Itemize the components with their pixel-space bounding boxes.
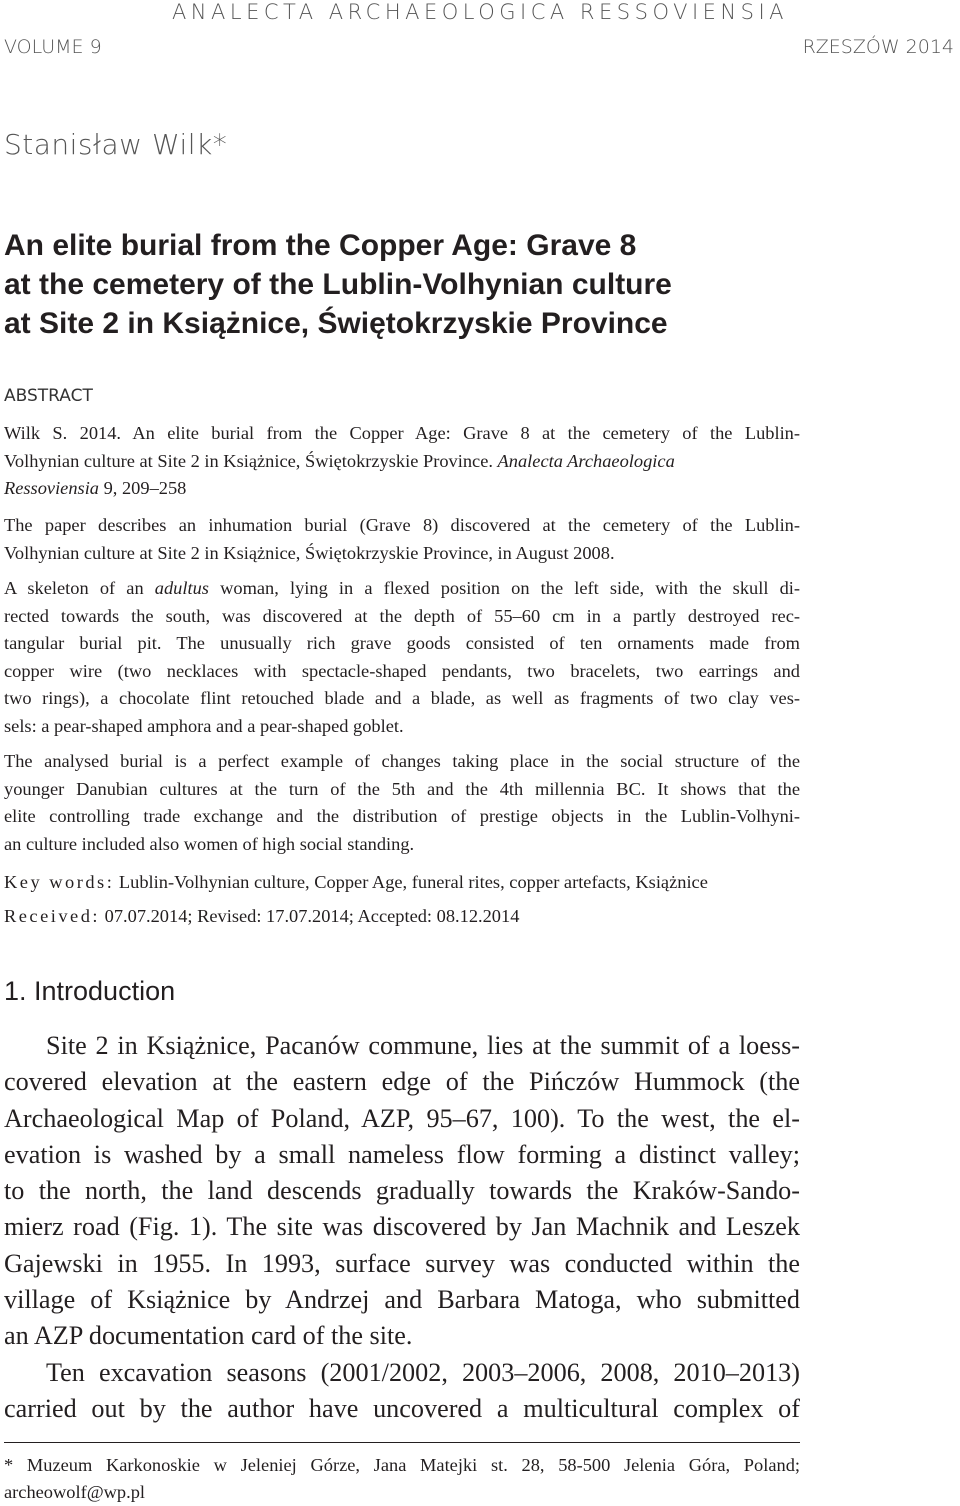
abstract-line: The paper describes an inhumation burial (Grave 8) discovered at the cemetery of the Lublin- — [4, 515, 800, 535]
received-dates — [4, 903, 800, 931]
title-line: at the cemetery of the Lublin-Volhynian culture — [4, 268, 672, 301]
abstract-line: sels: a pear-shaped amphora and a pear-shaped goblet. — [4, 715, 404, 736]
journal-name: Ressoviensia — [4, 478, 99, 498]
footnote-email: archeowolf@wp.pl — [4, 1482, 146, 1502]
citation-pages: 9, 209–258 — [99, 478, 187, 498]
abstract-line: two rings), a chocolate flint retouched blade and a blade, as well as fragments of two clay ves- — [4, 688, 800, 708]
intro-line: mierz road (Fig. 1). The site was discovered by Jan Machnik and Leszek — [4, 1212, 800, 1242]
abstract-line: Volhynian culture at Site 2 in Książnice, Świętokrzyskie Province, in August 2008. — [4, 542, 615, 563]
footnote — [4, 1452, 800, 1506]
intro-line: to the north, the land descends gradually towards the Kraków-Sando- — [4, 1176, 800, 1206]
citation-line — [4, 448, 800, 476]
citation-text: Volhynian culture at Site 2 in Książnice, Świętokrzyskie Province. — [4, 450, 498, 471]
intro-para-1 — [4, 1028, 800, 1355]
abstract-line: an culture included also women of high social standing. — [4, 833, 415, 854]
intro-line: covered elevation at the eastern edge of the Pińczów Hummock (the — [4, 1067, 800, 1097]
abstract-para-1 — [4, 512, 800, 567]
abstract-line: The analysed burial is a perfect example of changes taking place in the social structure of the — [4, 751, 800, 771]
footnote-rule — [4, 1442, 800, 1443]
intro-line: Gajewski in 1955. In 1993, surface survey was conducted within the — [4, 1248, 800, 1278]
received-line — [4, 903, 800, 931]
intro-line: Ten excavation seasons (2001/2002, 2003–2006, 2008, 2010–2013) — [46, 1358, 800, 1387]
keywords — [4, 869, 800, 897]
intro-line: an AZP documentation card of the site. — [4, 1321, 413, 1351]
received-text: 07.07.2014; Revised: 17.07.2014; Accepted: 08.12.2014 — [100, 906, 520, 926]
citation-line — [4, 475, 800, 503]
citation-line: Wilk S. 2014. An elite burial from the Copper Age: Grave 8 at the cemetery of the Lublin- — [4, 423, 800, 443]
abstract-line: younger Danubian cultures at the turn of the 5th and the 4th millennia BC. It shows that the — [4, 778, 800, 799]
abstract-line: rected towards the south, was discovered at the depth of 55–60 cm in a partly destroyed rec- — [4, 605, 800, 626]
intro-line: Site 2 in Książnice, Pacanów commune, lies at the summit of a loess- — [46, 1031, 800, 1060]
intro-line: village of Książnice by Andrzej and Barbara Matoga, who submitted — [4, 1285, 800, 1315]
keywords-text: Lublin-Volhynian culture, Copper Age, funeral rites, copper artefacts, Książnice — [114, 872, 708, 892]
abstract-line: copper wire (two necklaces with spectacle-shaped pendants, two bracelets, two earrings and — [4, 660, 800, 681]
journal-name: Analecta Archaeologica — [497, 450, 675, 471]
abstract-text: woman, lying in a flexed position on the left side, with the skull di- — [208, 578, 801, 598]
volume-row — [4, 36, 954, 58]
journal-title: ANALECTA ARCHAEOLOGICA RESSOVIENSIA — [171, 0, 789, 24]
keywords-label: Key words: — [4, 872, 115, 892]
abstract-para-2 — [4, 575, 800, 740]
place-year: RZESZÓW 2014 — [802, 36, 954, 58]
abstract-line: tangular burial pit. The unusually rich grave goods consisted of ten ornaments made from — [4, 633, 800, 653]
intro-line: Archaeological Map of Poland, AZP, 95–67, 100). To the west, the el- — [4, 1103, 800, 1133]
citation — [4, 420, 800, 503]
keywords-line — [4, 869, 800, 897]
paper-title — [4, 226, 944, 343]
author-name: Stanisław Wilk* — [4, 128, 228, 161]
volume-label: VOLUME 9 — [4, 36, 102, 58]
section-heading: 1. Introduction — [4, 976, 176, 1006]
abstract-para-3 — [4, 748, 800, 858]
abstract-label: ABSTRACT — [4, 386, 93, 406]
intro-line: evation is washed by a small nameless flow forming a distinct valley; — [4, 1139, 800, 1169]
intro-para-2 — [4, 1355, 800, 1428]
abstract-line — [4, 575, 800, 603]
intro-line: carried out by the author have uncovered a multicultural complex of — [4, 1394, 800, 1424]
abstract-line: elite controlling trade exchange and the distribution of prestige objects in the Lublin-Volhyni- — [4, 806, 800, 826]
title-line: An elite burial from the Copper Age: Grave 8 — [4, 229, 637, 262]
abstract-text: A skeleton of an — [4, 578, 155, 598]
title-line: at Site 2 in Książnice, Świętokrzyskie Province — [4, 307, 668, 340]
abstract-italic: adultus — [154, 578, 209, 598]
received-label: Received: — [4, 906, 101, 926]
footnote-line: * Muzeum Karkonoskie w Jeleniej Górze, Jana Matejki st. 28, 58-500 Jelenia Góra, Poland; — [4, 1455, 800, 1475]
